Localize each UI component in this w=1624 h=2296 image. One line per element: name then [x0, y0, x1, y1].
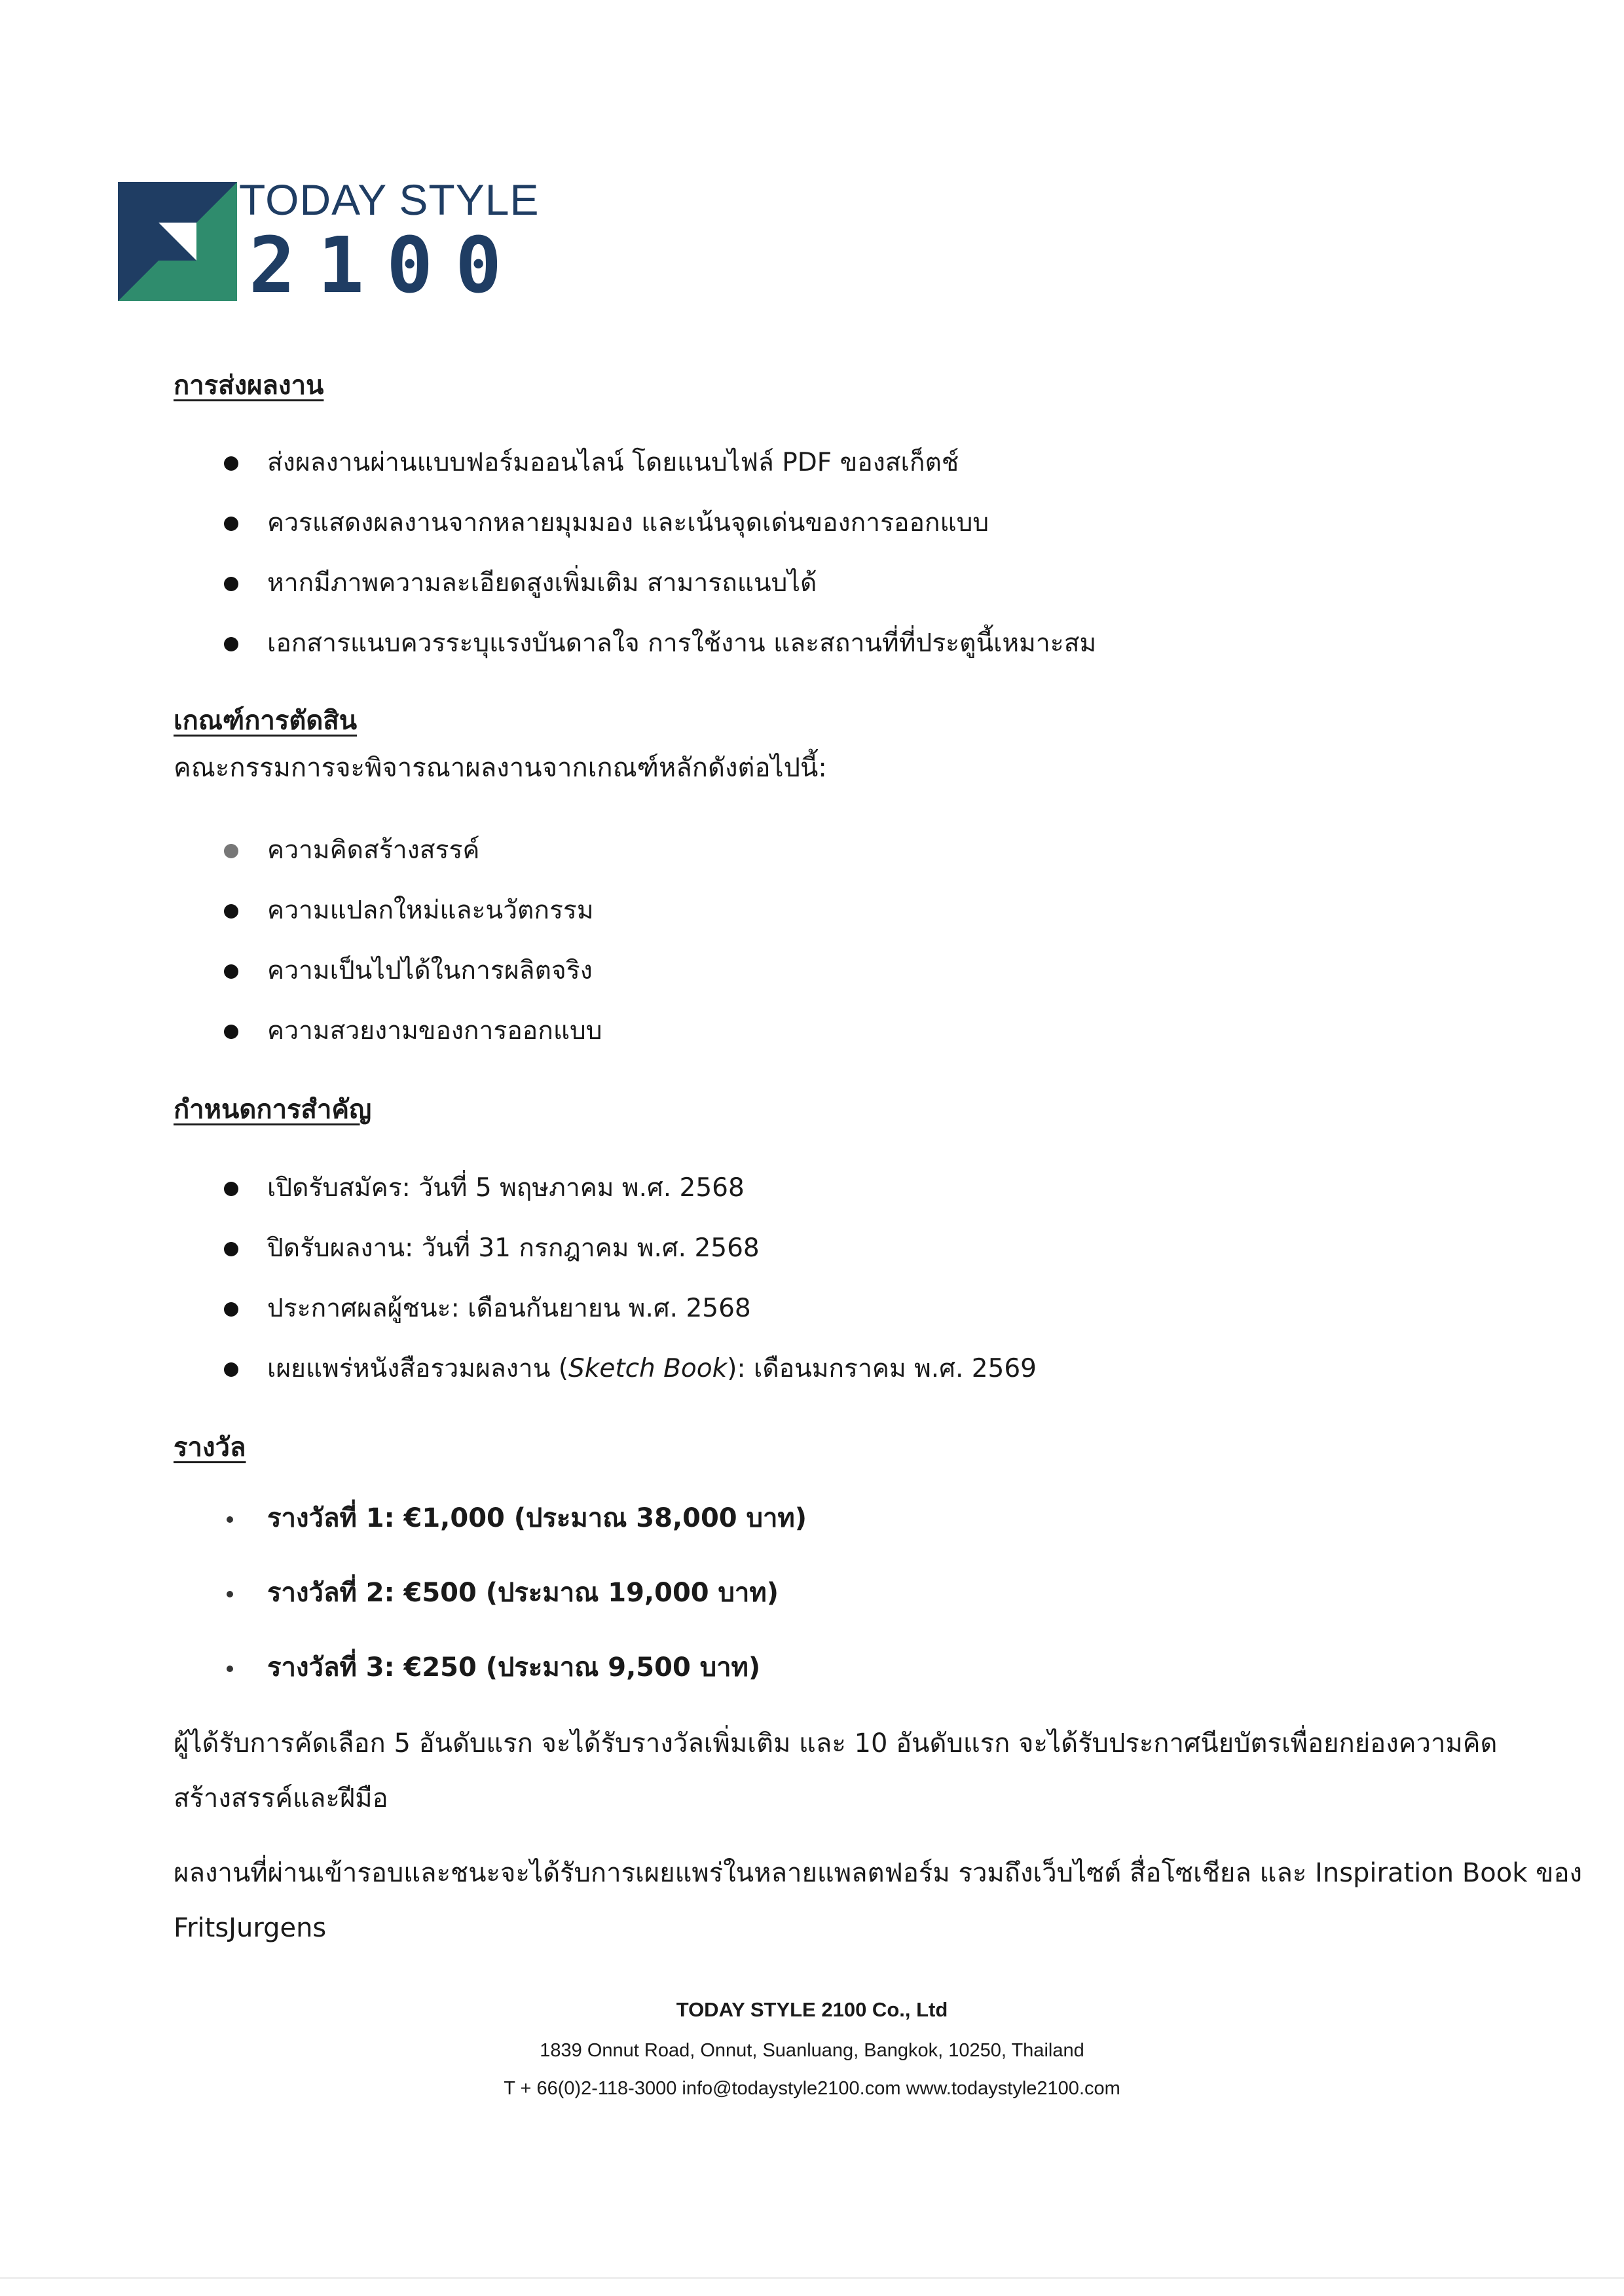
logo-wordmark-top: TODAY STYLE [239, 175, 540, 224]
prizes-list [216, 1503, 807, 1727]
logo-wordmark-number: 2100 [249, 220, 525, 310]
list-item: ความคิดสร้างสรรค์ [216, 835, 602, 896]
company-logo [118, 175, 589, 310]
prizes-heading: รางวัล [174, 1432, 246, 1463]
bullet-icon [224, 1362, 238, 1377]
publish-paragraph-line2: FritsJurgens [174, 1913, 327, 1943]
schedule-list [216, 1173, 1037, 1414]
bullet-icon [224, 1182, 238, 1196]
top5-paragraph-line1: ผู้ได้รับการคัดเลือก 5 อันดับแรก จะได้รับรางวัลเพิ่มเติม และ 10 อันดับแรก จะได้รับประกาศนียบัตรเพื่อยกย่องความคิด [174, 1728, 1498, 1758]
list-item: ประกาศผลผู้ชนะ: เดือนกันยายน พ.ศ. 2568 [216, 1294, 1037, 1354]
list-item: รางวัลที่ 2: €500 (ประมาณ 19,000 บาท) [216, 1578, 807, 1652]
list-item: ส่งผลงานผ่านแบบฟอร์มออนไลน์ โดยแนบไฟล์ PDF ของสเก็ตช์ [216, 448, 1096, 508]
list-item: ควรแสดงผลงานจากหลายมุมมอง และเน้นจุดเด่นของการออกแบบ [216, 508, 1096, 568]
scan-edge-divider [0, 2277, 1624, 2279]
submission-list [216, 448, 1096, 689]
list-item: เอกสารแนบควรระบุแรงบันดาลใจ การใช้งาน และสถานที่ที่ประตูนี้เหมาะสม [216, 629, 1096, 689]
criteria-intro: คณะกรรมการจะพิจารณาผลงานจากเกณฑ์หลักดังต่อไปนี้: [174, 753, 827, 783]
criteria-heading: เกณฑ์การตัดสิน [174, 706, 358, 736]
bullet-icon [224, 1025, 238, 1039]
list-item: รางวัลที่ 1: €1,000 (ประมาณ 38,000 บาท) [216, 1503, 807, 1578]
bullet-icon [227, 1591, 233, 1597]
criteria-list [216, 835, 602, 1076]
bullet-icon [227, 1516, 233, 1523]
publish-paragraph-line1: ผลงานที่ผ่านเข้ารอบและชนะจะได้รับการเผยแพร่ในหลายแพลตฟอร์ม รวมถึงเว็บไซต์ สื่อโซเชียล และ Inspiration Book ของ [174, 1858, 1582, 1888]
schedule-heading: กำหนดการสำคัญ [174, 1095, 372, 1125]
bullet-icon [224, 1242, 238, 1256]
submission-heading: การส่งผลงาน [174, 371, 324, 401]
list-item: ความเป็นไปได้ในการผลิตจริง [216, 956, 602, 1016]
list-item: ปิดรับผลงาน: วันที่ 31 กรกฎาคม พ.ศ. 2568 [216, 1233, 1037, 1294]
bullet-icon [224, 964, 238, 979]
bullet-icon [224, 637, 238, 651]
list-item: เปิดรับสมัคร: วันที่ 5 พฤษภาคม พ.ศ. 2568 [216, 1173, 1037, 1233]
top5-paragraph-line2: สร้างสรรค์และฝีมือ [174, 1783, 388, 1813]
list-item: ความสวยงามของการออกแบบ [216, 1016, 602, 1076]
bullet-icon [227, 1666, 233, 1672]
footer-contact: T + 66(0)2-118-3000 info@todaystyle2100.com www.todaystyle2100.com [504, 2078, 1120, 2099]
bullet-icon [224, 844, 238, 858]
bullet-icon [224, 904, 238, 919]
bullet-icon [224, 1302, 238, 1317]
logo-mark-icon [118, 182, 237, 301]
bullet-icon [224, 517, 238, 531]
bullet-icon [224, 577, 238, 591]
list-item: ความแปลกใหม่และนวัตกรรม [216, 896, 602, 956]
bullet-icon [224, 456, 238, 471]
footer-address: 1839 Onnut Road, Onnut, Suanluang, Bangkok, 10250, Thailand [540, 2040, 1084, 2061]
list-item: รางวัลที่ 3: €250 (ประมาณ 9,500 บาท) [216, 1652, 807, 1727]
list-item: หากมีภาพความละเอียดสูงเพิ่มเติม สามารถแนบได้ [216, 568, 1096, 629]
footer-company: TODAY STYLE 2100 Co., Ltd [676, 1998, 948, 2021]
list-item: เผยแพร่หนังสือรวมผลงาน (Sketch Book): เดือนมกราคม พ.ศ. 2569 [216, 1354, 1037, 1414]
